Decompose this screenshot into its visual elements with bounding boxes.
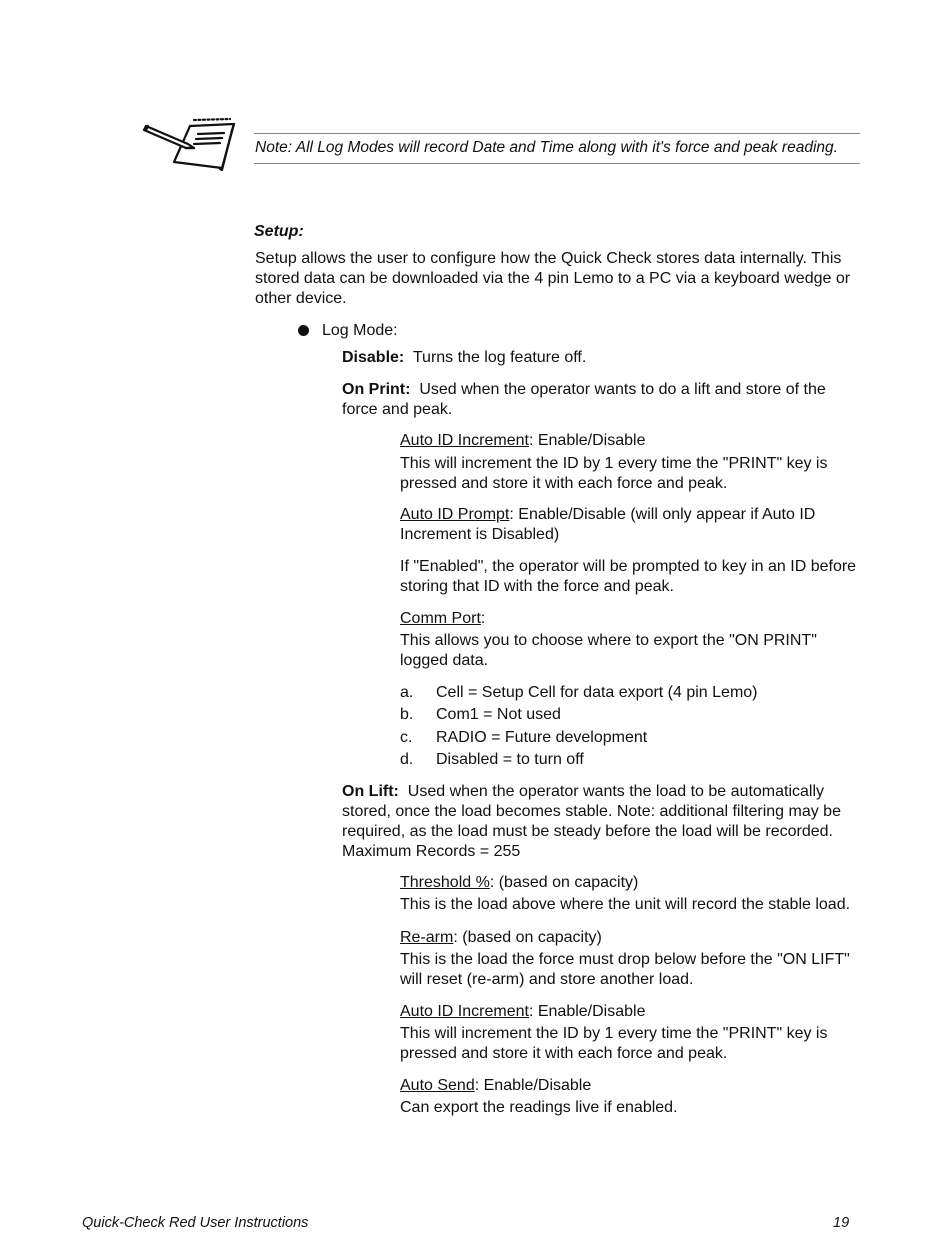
threshold-term: Threshold % xyxy=(400,874,490,891)
note-top-rule xyxy=(254,133,860,134)
setup-heading: Setup: xyxy=(254,223,304,240)
rearm-value: : (based on capacity) xyxy=(453,929,602,946)
lift-auto-id-increment xyxy=(400,1002,862,1022)
on-lift-item xyxy=(342,782,862,862)
auto-send-desc: Can export the readings live if enabled. xyxy=(400,1099,678,1116)
auto-send-term: Auto Send xyxy=(400,1077,475,1094)
on-lift-term: On Lift: xyxy=(342,783,399,800)
setup-intro: Setup allows the user to configure how the Quick Check stores data internally. This stored data can be downloaded via the 4 pin Lemo to a PC via a keyboard wedge or other device. xyxy=(255,250,851,307)
disable-term: Disable: xyxy=(342,349,405,366)
comm-port-desc: This allows you to choose where to export the "ON PRINT" logged data. xyxy=(400,632,817,669)
comm-port-option-b xyxy=(400,705,561,725)
print-auto-id-increment-desc: This will increment the ID by 1 every time the "PRINT" key is pressed and store it with each force and peak. xyxy=(400,455,828,492)
print-auto-id-prompt-value: : Enable/Disable (will only appear if Auto ID Increment is Disabled) xyxy=(400,506,816,543)
comm-port-option-c xyxy=(400,728,647,748)
rearm-desc: This is the load the force must drop below before the "ON LIFT" will reset (re-arm) and store another load. xyxy=(400,951,850,988)
option-text: RADIO = Future development xyxy=(436,729,648,746)
on-print-term: On Print: xyxy=(342,381,411,398)
notepad-pencil-icon xyxy=(142,114,238,174)
print-auto-id-prompt-desc: If "Enabled", the operator will be prompted to key in an ID before storing that ID with the force and peak. xyxy=(400,558,857,595)
note-bottom-rule xyxy=(254,163,860,164)
bullet-dot xyxy=(298,325,309,336)
lift-auto-id-increment-value: : Enable/Disable xyxy=(528,1003,646,1020)
lift-auto-id-increment-desc: This will increment the ID by 1 every time the "PRINT" key is pressed and store it with each force and peak. xyxy=(400,1025,828,1062)
note-text: Note: All Log Modes will record Date and Time along with it's force and peak reading. xyxy=(255,139,838,156)
page-number: 19 xyxy=(833,1215,850,1231)
lift-auto-id-increment-term: Auto ID Increment xyxy=(400,1003,529,1020)
option-text: Disabled = to turn off xyxy=(436,751,584,768)
threshold-value: : (based on capacity) xyxy=(489,874,639,891)
option-letter: c. xyxy=(400,729,413,746)
print-auto-id-increment xyxy=(400,431,862,451)
print-auto-id-prompt-term: Auto ID Prompt xyxy=(400,506,510,523)
comm-port xyxy=(400,609,862,629)
disable-text: Turns the log feature off. xyxy=(412,349,587,366)
on-lift-text: Used when the operator wants the load to be automatically stored, once the load becomes stable. Note: additional filtering may be required, as the load must be steady before the load will be recorded. Maximum Records = 255 xyxy=(342,783,841,860)
auto-send-value: : Enable/Disable xyxy=(474,1077,592,1094)
print-auto-id-increment-value: : Enable/Disable xyxy=(528,432,646,449)
disable-item xyxy=(342,348,862,368)
comm-port-term: Comm Port xyxy=(400,610,481,627)
option-text: Cell = Setup Cell for data export (4 pin Lemo) xyxy=(436,684,758,701)
threshold xyxy=(400,873,862,893)
print-auto-id-increment-term: Auto ID Increment xyxy=(400,432,529,449)
log-mode-label: Log Mode: xyxy=(322,322,398,339)
on-print-text: Used when the operator wants to do a lift and store of the force and peak. xyxy=(342,381,826,418)
option-text: Com1 = Not used xyxy=(436,706,561,723)
comm-port-value: : xyxy=(480,610,486,627)
footer-title: Quick-Check Red User Instructions xyxy=(82,1215,309,1231)
auto-send xyxy=(400,1076,862,1096)
threshold-desc: This is the load above where the unit will record the stable load. xyxy=(400,896,851,913)
rearm-term: Re-arm xyxy=(400,929,454,946)
rearm xyxy=(400,928,862,948)
comm-port-option-d xyxy=(400,750,584,770)
on-print-item xyxy=(342,380,862,420)
comm-port-option-a xyxy=(400,683,758,703)
print-auto-id-prompt xyxy=(400,505,862,545)
option-letter: b. xyxy=(400,706,414,723)
option-letter: d. xyxy=(400,751,414,768)
option-letter: a. xyxy=(400,684,414,701)
